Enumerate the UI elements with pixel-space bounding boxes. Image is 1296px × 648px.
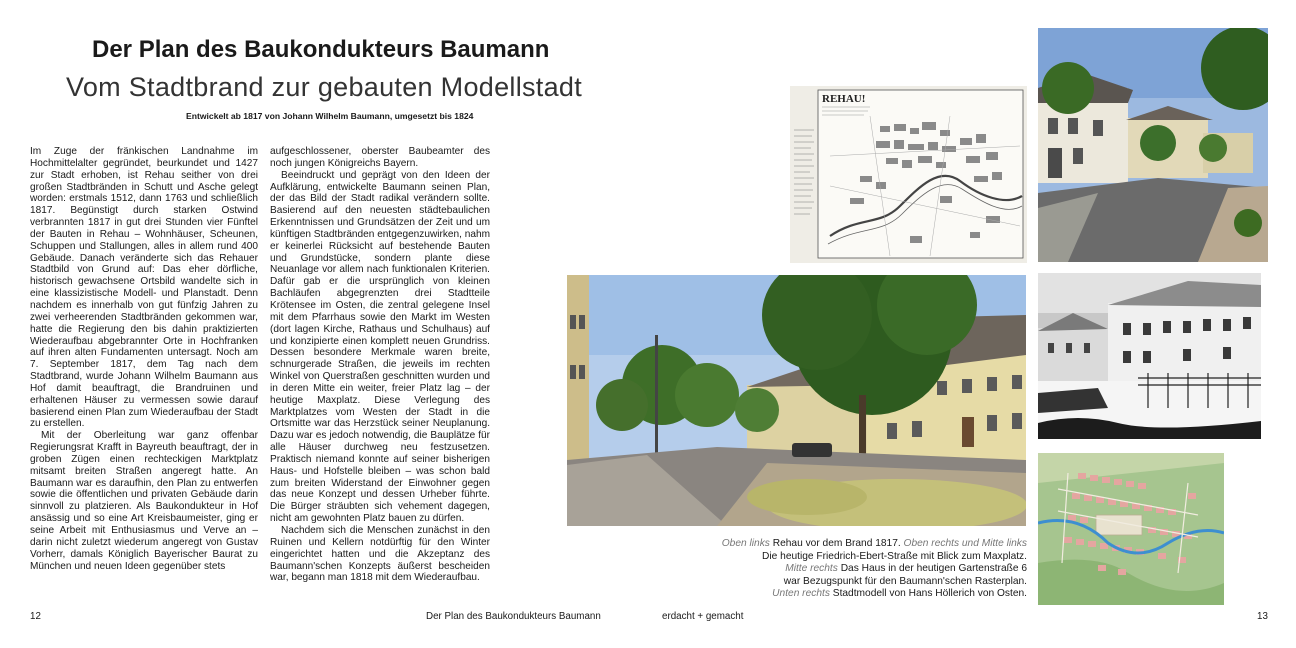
text-column-1 — [30, 146, 258, 572]
caption-label: Oben links — [721, 538, 770, 549]
historic-map-image — [790, 86, 1027, 263]
running-title: Der Plan des Baukondukteurs Baumann — [426, 611, 601, 622]
caption-text: Die heutige Friedrich-Ebert-Straße mit Blick zum Maxplatz. — [762, 550, 1027, 562]
caption-text: Rehau vor dem Brand 1817. — [769, 538, 901, 549]
caption-text: war Bezugspunkt für den Baumann'schen Rasterplan. — [783, 575, 1027, 587]
caption-text: Das Haus in der heutigen Gartenstraße 6 — [837, 563, 1027, 575]
text-column-2 — [270, 146, 490, 584]
publication-name: erdacht + gemacht — [662, 611, 744, 622]
paragraph: Im Zuge der fränkischen Landnahme im Hochmittelalter gegründet, beurkundet und 1427 zur Stadt erhoben, ist Rehau seither von drei großen Stadtbränden in Schutt und Asche gelegt worden: erstmals 1512, dann 1763 und schließlich 1817. Begünstigt durch starken Ostwind verbrannten 1817 in gut drei Stunden vier Fünftel der Bauten in Rehau – Wohnhäuser, Scheunen, Schuppen und Stallungen, alles in allem rund 400 Gebäude. Danach veränderte sich das Rehauer Stadtbild von Grund auf: Das eher dörfliche, historisch gewachsene Ortsbild wandelte sich in eine klassizistische Modell- und Planstadt. Denn nachdem es innerhalb von gut fünfzig Jahren zu zwei verheerenden Stadtbränden gekommen war, hatte die Regierung den bis dahin praktizierten Wiederaufbau abgebrannter Orte in Hochfranken auf ihren alten Fundamenten untersagt. Noch am 7. September 1817, dem Tag nach dem Stadtbrand, wurde Johann Wilhelm Baumann aus Hof damit beauftragt, die Brandruinen und erhaltenen Häuser zu vermessen sowie darauf basierend einen Plan zum Wiederaufbau der Stadt zu erstellen. — [30, 146, 258, 430]
city-model-photo — [1038, 453, 1224, 605]
paragraph: Beeindruckt und geprägt von den Ideen der Aufklärung, entwickelte Baumann seinen Plan, der das Bild der Stadt radikal verändern sollte. Basierend auf den neuesten städtebaulichen Erkenntnissen und Grundsätzen der Zeit und um künftigen Stadtbränden entgegenzuwirken, nahm er keinerlei Rücksicht auf bestehende Bauten und Grundstücke, sondern plante diese Neuanlage vor allem nach funktionalen Kriterien. Dafür gab er die ursprünglich von kleinen Bachläufen abgegrenzten drei Stadtteile Krötensee im Osten, die zentral gelegene Insel mit dem Pfarrhaus sowie den Markt im Westen (dort lagen Kirche, Rathaus und Schulhaus) auf und konzipierte einen komplett neuen Grundriss. Dessen besondere Merkmale waren breite, schnurgerade Straßen, die jeweils im rechten Winkel von Querstraßen geschnitten wurden und in deren Mitte ein weiter, freier Platz lag – der heutige Maxplatz. Diese Verlegung des Marktplatzes vom Westen der Stadt in die Ortsmitte war das Herzstück seiner Neuplanung. Dazu war es jedoch notwendig, die Bauplätze für alle Häuser durchweg neu festzusetzen. Praktisch niemand konnte auf seiner bisherigen Haus- und Hofstelle bleiben – was schon bald zum breiten Widerstand der Einwohner gegen das neue Konzept und dessen Urheber führte. Die Bürger sträubten sich vehement dagegen, nicht am gewohnten Platz bauen zu dürfen. — [270, 169, 490, 525]
paragraph: aufgeschlossener, oberster Baubeamter des noch jungen Königreichs Bayern. — [270, 146, 490, 169]
paragraph: Nachdem sich die Menschen zunächst in den Ruinen und Kellern notdürftig für den Winter eingerichtet hatten und die Akzeptanz des Baumann'schen Konzepts äußerst bescheiden war, begann man 1818 mit dem Wiederaufbau. — [270, 525, 490, 584]
paragraph: Mit der Oberleitung war ganz offenbar Regierungsrat Krafft in Bayreuth beauftragt, der in groben Zügen einen rechteckigen Marktplatz mitsamt breiten Straßen angeregt hatte. An Baumann war es daraufhin, den Plan zu entwerfen sowie die öffentlichen und privaten Gebäude darin sinnvoll zu platzieren. Als Baukondukteur in Hof ansässig und so eine Art Kreisbaumeister, ging er seine Arbeit mit Enthusiasmus und Verve an – darin nicht zuletzt wiederum angeregt von Gustav Vorherr, damals Königlich Bayerischer Baurat zu München und neuen Ideen gegenüber stets — [30, 430, 258, 572]
page-title: Der Plan des Baukondukteurs Baumann — [92, 36, 550, 63]
historic-house-photo — [1038, 273, 1261, 439]
caption-label: Unten rechts — [772, 588, 830, 600]
page-number-right: 13 — [1257, 611, 1268, 622]
caption-text: Stadtmodell von Hans Höllerich von Osten. — [829, 588, 1027, 600]
caption-label: Oben rechts und Mitte links — [900, 538, 1027, 549]
caption-label: Mitte rechts — [785, 563, 838, 575]
street-photo-top — [1038, 28, 1268, 262]
dateline: Entwickelt ab 1817 von Johann Wilhelm Baumann, umgesetzt bis 1824 — [186, 111, 474, 121]
page-number-left: 12 — [30, 611, 41, 622]
map-heading: REHAU! — [822, 93, 866, 105]
image-caption — [667, 538, 1027, 601]
street-photo-main — [567, 275, 1026, 526]
page-subtitle: Vom Stadtbrand zur gebauten Modellstadt — [66, 72, 583, 102]
